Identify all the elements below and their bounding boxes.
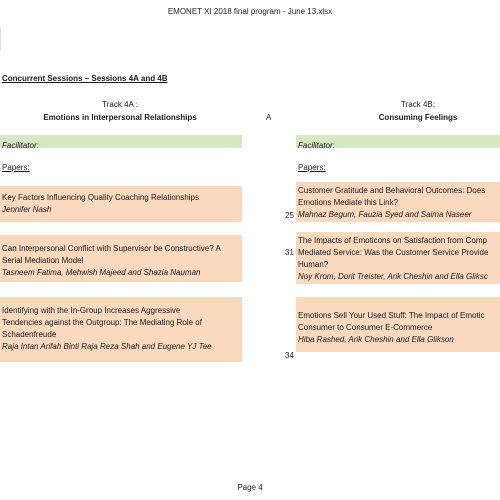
track-4b-label: Track 4B:	[401, 100, 435, 109]
paper-title: Emotions Mediate this Link?	[298, 198, 399, 207]
cell-border-mark	[0, 28, 2, 50]
track-4b-facilitator-bar	[296, 135, 500, 148]
paper-number: 31	[285, 248, 294, 257]
track-4a-paper-1	[0, 186, 242, 222]
paper-title: Serial Mediation Model	[2, 256, 84, 265]
paper-title: Mediated Service: Was the Customer Service Provide	[298, 248, 489, 257]
column-a-marker: A	[266, 113, 272, 122]
track-4b-paper-1	[296, 182, 500, 222]
track-4a-papers-label: Papers:	[2, 163, 30, 172]
paper-title: Customer Gratitude and Behavioral Outcomes: Does	[298, 186, 486, 195]
paper-title: The Impacts of Emoticons on Satisfaction from Comp	[298, 236, 487, 245]
paper-authors: Mahnaz Begum, Fauzia Syed and Saima Naseer	[298, 210, 472, 219]
paper-authors: Hiba Rashed, Arik Cheshin and Ella Glikson	[298, 335, 454, 344]
paper-title: Emotions Sell Your Used Stuff: The Impact of Emotic	[298, 311, 485, 320]
track-4b-paper-3	[296, 297, 500, 352]
section-heading: Concurrent Sessions – Sessions 4A and 4B	[2, 74, 168, 83]
paper-number: 25	[285, 211, 294, 220]
paper-authors: Noy Krom, Dorit Treister, Arik Cheshin and Ella Gliksc	[298, 272, 488, 281]
track-4b-facilitator-label: Facilitator:	[298, 141, 335, 150]
track-4b-paper-2	[296, 232, 500, 284]
track-4a-facilitator-label: Facilitator:	[2, 141, 39, 150]
paper-authors: Tasneem Fatima, Mehwish Majeed and Shazia Nauman	[2, 268, 201, 277]
track-4a-title: Emotions in Interpersonal Relationships	[43, 113, 197, 122]
paper-title: Consumer to Consumer E-Commerce	[298, 323, 433, 332]
paper-title: Can Interpersonal Conflict with Supervisor be Constructive? A	[2, 244, 221, 253]
track-4b-title: Consuming Feelings	[378, 113, 458, 122]
track-4a-label: Track 4A :	[102, 100, 138, 109]
page-number: Page 4	[237, 483, 263, 492]
paper-title: Schadenfreude	[2, 330, 57, 339]
track-4a-facilitator-bar	[0, 135, 242, 148]
paper-title: Human?	[298, 260, 329, 269]
track-4b-papers-label: Papers:	[298, 163, 326, 172]
paper-authors: Raja Intan Arifah Binti Raja Reza Shah and Eugene YJ Tee	[2, 342, 212, 351]
paper-title: Key Factors Influencing Quality Coaching Relationships	[2, 193, 199, 202]
track-4a-paper-3	[0, 297, 242, 362]
paper-authors: Jennifer Nash	[2, 205, 52, 214]
paper-title: Identifying with the In-Group Increases Aggressive	[2, 306, 181, 315]
paper-number: 34	[285, 351, 294, 360]
track-4a-paper-2	[0, 235, 242, 282]
document-title: EMONET XI 2018 final program - June 13.xlsx	[167, 7, 333, 16]
paper-title: Tendencies against the Outgroup: The Mediating Role of	[2, 318, 202, 327]
